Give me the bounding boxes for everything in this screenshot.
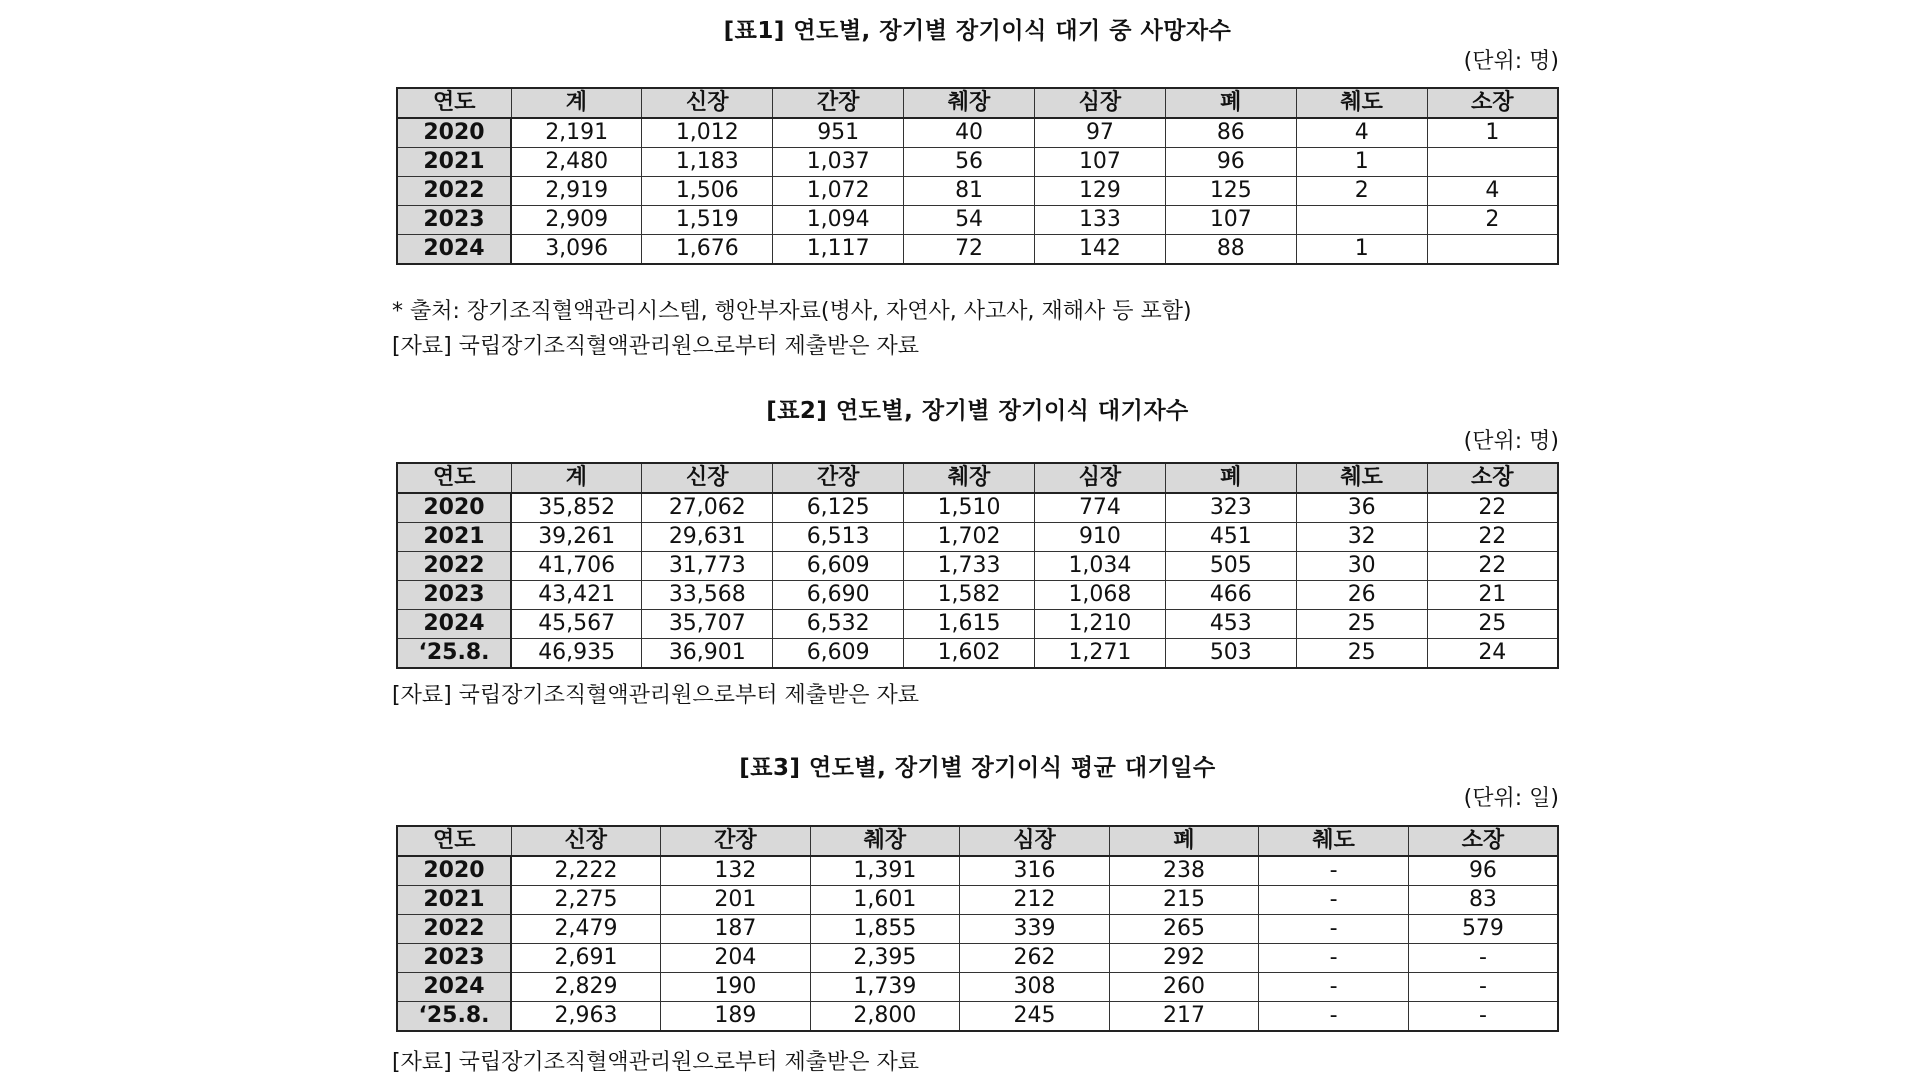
table-cell: 1,391 bbox=[810, 856, 960, 886]
table-cell: 26 bbox=[1296, 581, 1427, 610]
row-year-cell: ‘25.8. bbox=[397, 1002, 511, 1032]
row-year-cell: 2024 bbox=[397, 973, 511, 1002]
table-cell: 292 bbox=[1109, 944, 1259, 973]
table2 bbox=[396, 462, 1559, 669]
table-cell: 951 bbox=[773, 118, 904, 148]
table-cell: 132 bbox=[661, 856, 811, 886]
table-row bbox=[397, 915, 1558, 944]
table-cell: - bbox=[1408, 944, 1558, 973]
table-cell: - bbox=[1259, 944, 1409, 973]
table-cell: 1,602 bbox=[904, 639, 1035, 669]
table2-header-cell: 신장 bbox=[642, 463, 773, 493]
table-cell: 133 bbox=[1035, 206, 1166, 235]
table1-source-note: * 출처: 장기조직혈액관리시스템, 행안부자료(병사, 자연사, 사고사, 재해사 등 포함) bbox=[392, 299, 1192, 324]
table3-header-cell: 간장 bbox=[661, 826, 811, 856]
table1-section bbox=[392, 8, 1559, 368]
table-cell: - bbox=[1408, 1002, 1558, 1032]
table1-header-cell: 계 bbox=[511, 88, 642, 118]
table-cell: 2,479 bbox=[511, 915, 661, 944]
row-year-cell: 2020 bbox=[397, 856, 511, 886]
table-cell: 43,421 bbox=[511, 581, 642, 610]
table-cell: 260 bbox=[1109, 973, 1259, 1002]
table-cell: 2,800 bbox=[810, 1002, 960, 1032]
table2-title: [표2] 연도별, 장기별 장기이식 대기자수 bbox=[766, 398, 1189, 424]
table-cell: 25 bbox=[1427, 610, 1558, 639]
table-cell: 29,631 bbox=[642, 523, 773, 552]
table-cell: 24 bbox=[1427, 639, 1558, 669]
row-year-cell: 2021 bbox=[397, 886, 511, 915]
table-cell: 2,909 bbox=[511, 206, 642, 235]
table-cell: 35,707 bbox=[642, 610, 773, 639]
table3-header-row bbox=[397, 826, 1558, 856]
table-cell: 1,739 bbox=[810, 973, 960, 1002]
table-cell: 217 bbox=[1109, 1002, 1259, 1032]
table-cell: 316 bbox=[960, 856, 1110, 886]
table-cell: 2,395 bbox=[810, 944, 960, 973]
table-cell: 96 bbox=[1165, 148, 1296, 177]
table1-header-cell: 췌장 bbox=[904, 88, 1035, 118]
table-cell: 323 bbox=[1165, 493, 1296, 523]
table-cell: 1,855 bbox=[810, 915, 960, 944]
table-cell: 4 bbox=[1427, 177, 1558, 206]
table-cell: 129 bbox=[1035, 177, 1166, 206]
table-cell: 22 bbox=[1427, 493, 1558, 523]
table3-title: [표3] 연도별, 장기별 장기이식 평균 대기일수 bbox=[739, 755, 1216, 781]
table-cell: 1 bbox=[1427, 118, 1558, 148]
table-cell: 505 bbox=[1165, 552, 1296, 581]
row-year-cell: 2021 bbox=[397, 148, 511, 177]
table-cell: 96 bbox=[1408, 856, 1558, 886]
table-cell: 83 bbox=[1408, 886, 1558, 915]
table-row bbox=[397, 552, 1558, 581]
table-cell: 204 bbox=[661, 944, 811, 973]
table-cell: 46,935 bbox=[511, 639, 642, 669]
table-cell: 54 bbox=[904, 206, 1035, 235]
table-cell: 1,183 bbox=[642, 148, 773, 177]
table-cell: 6,690 bbox=[773, 581, 904, 610]
table-cell: 2,275 bbox=[511, 886, 661, 915]
table-cell: - bbox=[1259, 1002, 1409, 1032]
table-cell: 1,582 bbox=[904, 581, 1035, 610]
table-cell: 40 bbox=[904, 118, 1035, 148]
table-cell: 1,068 bbox=[1035, 581, 1166, 610]
table2-header-cell: 연도 bbox=[397, 463, 511, 493]
table-cell: 453 bbox=[1165, 610, 1296, 639]
row-year-cell: 2020 bbox=[397, 493, 511, 523]
table-cell: 56 bbox=[904, 148, 1035, 177]
row-year-cell: 2023 bbox=[397, 944, 511, 973]
table-row bbox=[397, 886, 1558, 915]
table-cell: 1,271 bbox=[1035, 639, 1166, 669]
table-cell: 107 bbox=[1035, 148, 1166, 177]
table-cell: 1,519 bbox=[642, 206, 773, 235]
table3-header-cell: 심장 bbox=[960, 826, 1110, 856]
table3-header-cell: 췌장 bbox=[810, 826, 960, 856]
table-cell: 201 bbox=[661, 886, 811, 915]
table-cell: 503 bbox=[1165, 639, 1296, 669]
table-cell: 3,096 bbox=[511, 235, 642, 265]
table-cell: 6,532 bbox=[773, 610, 904, 639]
table3-section bbox=[392, 745, 1559, 1077]
table-cell: 25 bbox=[1296, 610, 1427, 639]
table-cell: 774 bbox=[1035, 493, 1166, 523]
table-row bbox=[397, 944, 1558, 973]
table-cell: 39,261 bbox=[511, 523, 642, 552]
row-year-cell: 2023 bbox=[397, 581, 511, 610]
table-cell: 2,963 bbox=[511, 1002, 661, 1032]
table-cell: 36 bbox=[1296, 493, 1427, 523]
table-cell: 6,513 bbox=[773, 523, 904, 552]
table-cell: 22 bbox=[1427, 523, 1558, 552]
table-cell: 33,568 bbox=[642, 581, 773, 610]
table3-header-cell: 췌도 bbox=[1259, 826, 1409, 856]
table-cell: 1 bbox=[1296, 235, 1427, 265]
table2-section bbox=[392, 388, 1559, 718]
table-cell: 31,773 bbox=[642, 552, 773, 581]
row-year-cell: 2023 bbox=[397, 206, 511, 235]
table-cell: 6,609 bbox=[773, 552, 904, 581]
table-cell: - bbox=[1408, 973, 1558, 1002]
table-cell: 32 bbox=[1296, 523, 1427, 552]
table-cell: 97 bbox=[1035, 118, 1166, 148]
table-cell: 2 bbox=[1296, 177, 1427, 206]
table-cell: 245 bbox=[960, 1002, 1110, 1032]
table-cell: 1,037 bbox=[773, 148, 904, 177]
table-cell: 1 bbox=[1296, 148, 1427, 177]
table-row bbox=[397, 1002, 1558, 1032]
table-cell: 36,901 bbox=[642, 639, 773, 669]
table-row bbox=[397, 610, 1558, 639]
table-cell: 21 bbox=[1427, 581, 1558, 610]
table-cell: 265 bbox=[1109, 915, 1259, 944]
row-year-cell: 2024 bbox=[397, 235, 511, 265]
row-year-cell: 2020 bbox=[397, 118, 511, 148]
table-cell: 187 bbox=[661, 915, 811, 944]
table-row bbox=[397, 973, 1558, 1002]
table-cell: 1,034 bbox=[1035, 552, 1166, 581]
table3-header-cell: 신장 bbox=[511, 826, 661, 856]
table-row bbox=[397, 177, 1558, 206]
table2-header-cell: 간장 bbox=[773, 463, 904, 493]
table-cell: 238 bbox=[1109, 856, 1259, 886]
table-row bbox=[397, 856, 1558, 886]
table-cell: - bbox=[1259, 886, 1409, 915]
table2-header-cell: 소장 bbox=[1427, 463, 1558, 493]
table-cell: 308 bbox=[960, 973, 1110, 1002]
row-year-cell: 2021 bbox=[397, 523, 511, 552]
table1-header-cell: 폐 bbox=[1165, 88, 1296, 118]
table-cell: 86 bbox=[1165, 118, 1296, 148]
table1 bbox=[396, 87, 1559, 265]
table-cell bbox=[1427, 148, 1558, 177]
table-cell: 35,852 bbox=[511, 493, 642, 523]
row-year-cell: 2022 bbox=[397, 552, 511, 581]
table1-header-cell: 소장 bbox=[1427, 88, 1558, 118]
table1-header-cell: 췌도 bbox=[1296, 88, 1427, 118]
table1-unit: (단위: 명) bbox=[1463, 49, 1559, 74]
table-cell: - bbox=[1259, 915, 1409, 944]
table-cell: 2,919 bbox=[511, 177, 642, 206]
table2-unit: (단위: 명) bbox=[1463, 429, 1559, 454]
table-cell: 1,510 bbox=[904, 493, 1035, 523]
row-year-cell: ‘25.8. bbox=[397, 639, 511, 669]
table-cell: 1,615 bbox=[904, 610, 1035, 639]
table-row bbox=[397, 493, 1558, 523]
row-year-cell: 2022 bbox=[397, 177, 511, 206]
table-cell: 1,117 bbox=[773, 235, 904, 265]
table-cell: - bbox=[1259, 856, 1409, 886]
table2-header-row bbox=[397, 463, 1558, 493]
table-cell: 339 bbox=[960, 915, 1110, 944]
table3-unit: (단위: 일) bbox=[1463, 786, 1559, 811]
table3-data-note: [자료] 국립장기조직혈액관리원으로부터 제출받은 자료 bbox=[392, 1050, 919, 1075]
table2-header-cell: 췌장 bbox=[904, 463, 1035, 493]
table-cell: 6,609 bbox=[773, 639, 904, 669]
table-cell: 1,012 bbox=[642, 118, 773, 148]
table-cell: 2,222 bbox=[511, 856, 661, 886]
row-year-cell: 2022 bbox=[397, 915, 511, 944]
table-row bbox=[397, 235, 1558, 265]
table-cell: 6,125 bbox=[773, 493, 904, 523]
table1-header-cell: 간장 bbox=[773, 88, 904, 118]
table2-header-cell: 심장 bbox=[1035, 463, 1166, 493]
table-row bbox=[397, 639, 1558, 669]
table1-header-cell: 신장 bbox=[642, 88, 773, 118]
table-cell: 81 bbox=[904, 177, 1035, 206]
row-year-cell: 2024 bbox=[397, 610, 511, 639]
table-cell: 1,072 bbox=[773, 177, 904, 206]
table-cell: 466 bbox=[1165, 581, 1296, 610]
table-cell: 2,191 bbox=[511, 118, 642, 148]
table-cell: 27,062 bbox=[642, 493, 773, 523]
table3-header-cell: 폐 bbox=[1109, 826, 1259, 856]
table1-header-cell: 연도 bbox=[397, 88, 511, 118]
table1-title: [표1] 연도별, 장기별 장기이식 대기 중 사망자수 bbox=[723, 18, 1232, 44]
table-cell: 910 bbox=[1035, 523, 1166, 552]
table-cell: 142 bbox=[1035, 235, 1166, 265]
table-cell: 2,480 bbox=[511, 148, 642, 177]
table-cell: 1,094 bbox=[773, 206, 904, 235]
table-cell: 25 bbox=[1296, 639, 1427, 669]
table-cell: 1,702 bbox=[904, 523, 1035, 552]
table-cell: 4 bbox=[1296, 118, 1427, 148]
table-cell: 41,706 bbox=[511, 552, 642, 581]
table-cell: 72 bbox=[904, 235, 1035, 265]
table1-header-row bbox=[397, 88, 1558, 118]
table-cell: 1,506 bbox=[642, 177, 773, 206]
table-row bbox=[397, 523, 1558, 552]
table3-header-cell: 소장 bbox=[1408, 826, 1558, 856]
table-cell: 30 bbox=[1296, 552, 1427, 581]
table-cell: 451 bbox=[1165, 523, 1296, 552]
table-cell: 579 bbox=[1408, 915, 1558, 944]
table-cell: 189 bbox=[661, 1002, 811, 1032]
table-cell: 2,691 bbox=[511, 944, 661, 973]
table-cell: 1,676 bbox=[642, 235, 773, 265]
table-cell: 107 bbox=[1165, 206, 1296, 235]
table2-header-cell: 췌도 bbox=[1296, 463, 1427, 493]
table-cell: 22 bbox=[1427, 552, 1558, 581]
table-cell: 1,733 bbox=[904, 552, 1035, 581]
table1-data-note: [자료] 국립장기조직혈액관리원으로부터 제출받은 자료 bbox=[392, 334, 919, 359]
table-cell: 1,210 bbox=[1035, 610, 1166, 639]
table-cell: 262 bbox=[960, 944, 1110, 973]
table-cell: 215 bbox=[1109, 886, 1259, 915]
table-cell: 125 bbox=[1165, 177, 1296, 206]
table-cell: 1,601 bbox=[810, 886, 960, 915]
table-row bbox=[397, 206, 1558, 235]
table3-header-cell: 연도 bbox=[397, 826, 511, 856]
table-cell: - bbox=[1259, 973, 1409, 1002]
table-cell: 2,829 bbox=[511, 973, 661, 1002]
table-cell: 88 bbox=[1165, 235, 1296, 265]
table3 bbox=[396, 825, 1559, 1032]
table-cell: 2 bbox=[1427, 206, 1558, 235]
table1-header-cell: 심장 bbox=[1035, 88, 1166, 118]
table2-header-cell: 폐 bbox=[1165, 463, 1296, 493]
table-row bbox=[397, 581, 1558, 610]
table-cell bbox=[1296, 206, 1427, 235]
table-row bbox=[397, 118, 1558, 148]
table2-header-cell: 계 bbox=[511, 463, 642, 493]
table-cell: 190 bbox=[661, 973, 811, 1002]
table-cell bbox=[1427, 235, 1558, 265]
table-row bbox=[397, 148, 1558, 177]
table-cell: 45,567 bbox=[511, 610, 642, 639]
table-cell: 212 bbox=[960, 886, 1110, 915]
table2-data-note: [자료] 국립장기조직혈액관리원으로부터 제출받은 자료 bbox=[392, 683, 919, 708]
